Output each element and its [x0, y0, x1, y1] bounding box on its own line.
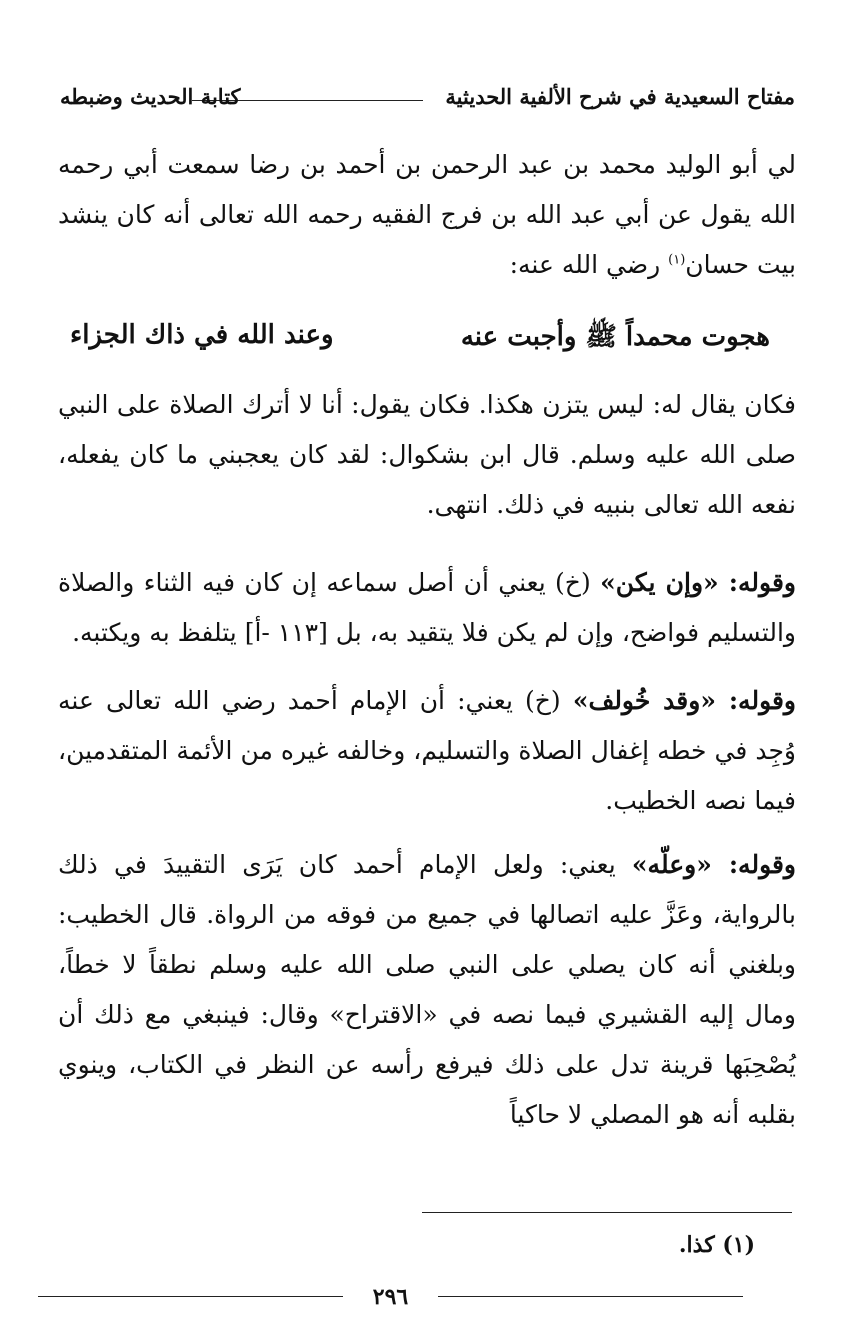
paragraph-4: [58, 676, 796, 826]
paragraph-3-text: (خ) يعني أن أصل سماعه إن كان فيه الثناء والصلاة والتسليم فواضح، وإن لم يكن فلا يتقيد به، بل [١١٣ -أ] يتلفظ به ويكتبه.: [58, 568, 796, 647]
paragraph-3: [58, 558, 796, 658]
page-number: ٢٩٦: [372, 1284, 409, 1310]
paragraph-1-end: رضي الله عنه:: [509, 250, 669, 279]
running-header: [60, 84, 795, 120]
paragraph-4-lead: وقوله: «وقد خُولف»: [572, 686, 797, 715]
verse-second-hemistich: وعند الله في ذاك الجزاء: [70, 320, 334, 350]
verse-first-hemistich: هجوت محمداً ﷺ وأجبت عنه: [460, 322, 770, 352]
running-header-book-title: مفتاح السعيدية في شرح الألفية الحديثية: [445, 84, 795, 109]
paragraph-1: [58, 140, 796, 290]
footnote-ref-1: (١): [668, 252, 686, 268]
paragraph-1-text: لي أبو الوليد محمد بن عبد الرحمن بن أحمد بن رضا سمعت أبي رحمه الله يقول عن أبي عبد الله بن فرج الفقيه رحمه الله تعالى أنه كان ينشد بيت حسان: [58, 150, 796, 279]
poetry-verse: [70, 320, 770, 364]
paragraph-5-lead: وقوله: «وعلّه»: [631, 850, 797, 879]
paragraph-2-text: فكان يقال له: ليس يتزن هكذا. فكان يقول: أنا لا أترك الصلاة على النبي صلى الله عليه وسلم. قال ابن بشكوال: لقد كان يعجبني ما كان يفعله، نفعه الله تعالى بنبيه في ذلك. انتهى.: [58, 390, 796, 519]
paragraph-5-text: يعني: ولعل الإمام أحمد كان يَرَى التقييدَ في ذلك بالرواية، وعَزَّ عليه اتصالها في جميع من فوقه من الرواة. قال الخطيب: وبلغني أنه كان يصلي على النبي صلى الله عليه وسلم نطقاً لا خطاً، ومال إليه القشيري فيما نصه في «الاقتراح» وقال: فينبغي مع ذلك أن يُصْحِبَها قرينة تدل على ذلك فيرفع رأسه عن النظر في الكتاب، وينوي بقلبه أنه هو المصلي لا حاكياً: [58, 850, 796, 1129]
paragraph-5: [58, 840, 796, 1140]
footer-rule-right: [438, 1296, 743, 1297]
running-header-chapter-title: كتابة الحديث وضبطه: [60, 84, 241, 109]
paragraph-3-lead: وقوله: «وإن يكن»: [600, 568, 796, 597]
footnote-1: (١) كذا.: [678, 1232, 755, 1258]
paragraph-2: [58, 380, 796, 530]
footnote-separator: [422, 1212, 792, 1213]
paragraph-4-text: (خ) يعني: أن الإمام أحمد رضي الله تعالى عنه وُجِد في خطه إغفال الصلاة والتسليم، وخالفه غيره من الأئمة المتقدمين، فيما نصه الخطيب.: [58, 686, 796, 815]
footer-rule-left: [38, 1296, 343, 1297]
